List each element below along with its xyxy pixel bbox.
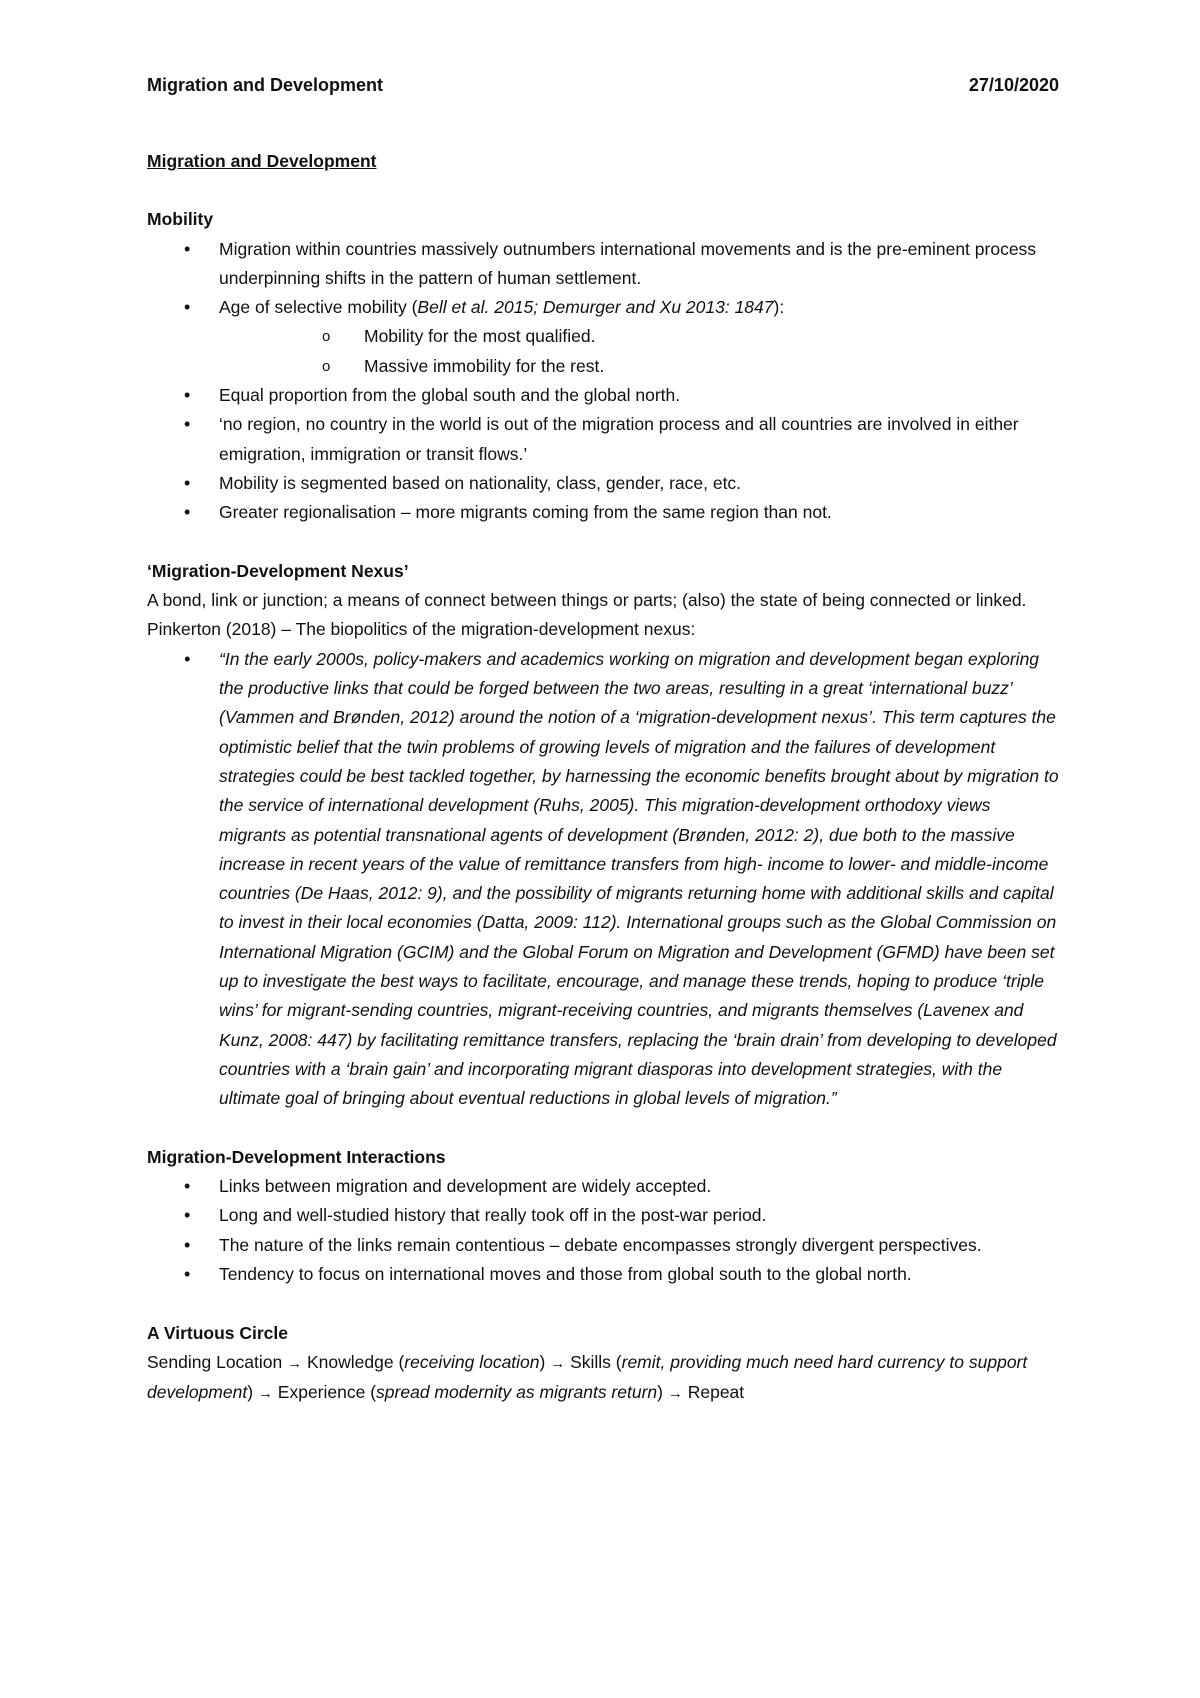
step-skills: Skills ( (570, 1351, 622, 1372)
step-repeat: Repeat (687, 1382, 745, 1403)
paren: ) (247, 1382, 254, 1403)
paren: ) (539, 1351, 546, 1372)
step-knowledge-note: receiving location (404, 1351, 540, 1372)
list-item: • ‘no region, no country in the world is out of the migration process and all countries are involved in either emigration, immigration or transit flows.’ (147, 410, 1062, 469)
step-skills-note: remit, providing much need hard currency to support development (147, 1351, 1028, 1403)
list-item: • Greater regionalisation – more migrants coming from the same region than not. (147, 498, 1062, 527)
citation: Bell et al. 2015; Demurger and Xu 2013: 1847 (417, 297, 774, 318)
nexus-heading: ‘Migration-Development Nexus’ (147, 560, 409, 581)
step-sending: Sending Location (147, 1351, 283, 1372)
interactions-heading: Migration-Development Interactions (147, 1146, 446, 1167)
nexus-list (147, 645, 1062, 1114)
paren: ) (657, 1382, 663, 1403)
step-experience: Experience ( (277, 1382, 377, 1403)
list-item: • The nature of the links remain contentious – debate encompasses strongly divergent perspectives. (147, 1231, 1062, 1260)
page-header (147, 75, 1059, 96)
arrow-right-icon: → (257, 1385, 273, 1403)
mobility-list (147, 235, 1062, 528)
list-item-text: Age of selective mobility ( (219, 297, 418, 318)
list-item: • Links between migration and development are widely accepted. (147, 1172, 1062, 1201)
list-item: • Mobility is segmented based on nationality, class, gender, race, etc. (147, 469, 1062, 498)
list-item-text: ): (773, 297, 785, 318)
arrow-right-icon: → (667, 1385, 683, 1403)
header-title: Migration and Development (147, 75, 384, 95)
list-item: • Migration within countries massively outnumbers international movements and is the pre-eminent process underpinning shifts in the pattern of human settlement. (147, 235, 1062, 294)
mobility-heading: Mobility (147, 209, 214, 230)
arrow-right-icon: → (550, 1354, 566, 1372)
step-experience-note: spread modernity as migrants return (376, 1382, 658, 1403)
sub-list-item: o Mobility for the most qualified. (219, 322, 1062, 351)
interactions-list (147, 1172, 1062, 1289)
list-item: • Tendency to focus on international moves and those from global south to the global north. (147, 1260, 1062, 1289)
list-item: • Equal proportion from the global south and the global north. (147, 381, 1062, 410)
circle-heading: A Virtuous Circle (147, 1322, 289, 1343)
nexus-definition: A bond, link or junction; a means of connect between things or parts; (also) the state of being connected or linked. Pinkerton (2018) – The biopolitics of the migration-development nexus: (147, 590, 1027, 640)
document-body (147, 147, 1062, 1408)
document-title: Migration and Development (147, 151, 377, 171)
sub-list (219, 322, 1062, 381)
list-item: • Long and well-studied history that really took off in the post-war period. (147, 1201, 1062, 1230)
nexus-quote: • “In the early 2000s, policy-makers and academics working on migration and development began exploring the productive links that could be forged between the two areas, resulting in a great ‘international buzz’ (Vammen and Brønden, 2012) around the notion of a ‘migration-development nexus’. This term captures the optimistic belief that the twin problems of growing levels of migration and the failures of development strategies could be best tackled together, by harnessing the economic benefits brought about by migration to the service of international development (Ruhs, 2005). This migration-development orthodoxy views migrants as potential transnational agents of development (Brønden, 2012: 2), due both to the massive increase in recent years of the value of remittance transfers from high- income to lower- and middle-income countries (De Haas, 2012: 9), and the possibility of migrants returning home with additional skills and capital to invest in their local economies (Datta, 2009: 112). International groups such as the Global Commission on International Migration (GCIM) and the Global Forum on Migration and Development (GFMD) have been set up to investigate the best ways to facilitate, encourage, and manage these trends, hoping to produce ‘triple wins’ for migrant-sending countries, migrant-receiving countries, and migrants themselves (Lavenex and Kunz, 2008: 447) by facilitating remittance transfers, replacing the ‘brain drain’ from developing to developed countries with a ‘brain gain’ and incorporating migrant diasporas into development strategies, with the ultimate goal of bringing about eventual reductions in global levels of migration.” (147, 645, 1062, 1114)
circle-sequence (147, 1348, 1062, 1409)
arrow-right-icon: → (287, 1354, 303, 1372)
step-knowledge: Knowledge ( (307, 1351, 405, 1372)
header-date: 27/10/2020 (968, 75, 1059, 95)
list-item (147, 293, 1062, 381)
sub-list-item: o Massive immobility for the rest. (219, 352, 1062, 381)
